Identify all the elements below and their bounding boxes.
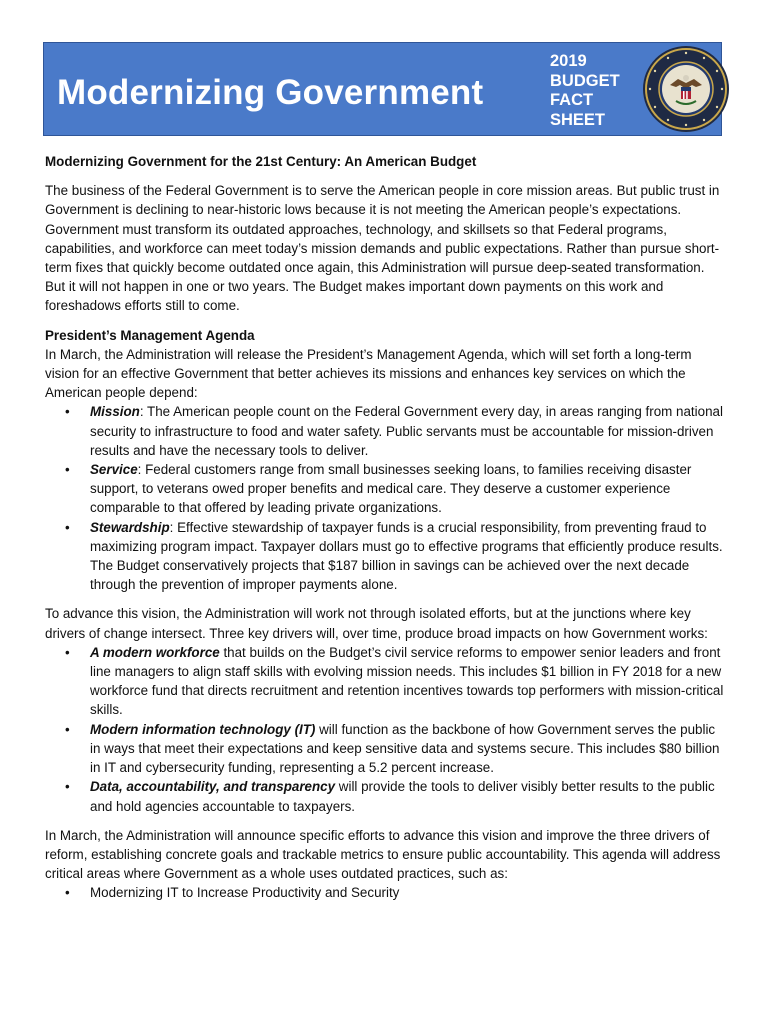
closing-list [45, 883, 725, 902]
header-banner [43, 42, 722, 136]
fact-line: BUDGET [550, 71, 620, 90]
item-label: Modern information technology (IT) [90, 721, 316, 737]
fact-line: 2019 [550, 52, 587, 70]
fact-line: SHEET [550, 110, 606, 129]
closing-paragraph: In March, the Administration will announce specific efforts to advance this vision and improve the three drivers of reform, establishing concrete goals and trackable metrics to ensure public accountability. This agenda will address critical areas where Government as a whole uses outdated practices, such as: [45, 827, 721, 882]
list-item: • Mission: The American people count on the Federal Government every day, in areas ranging from national security to infrastructure to food and water safety. Public servants must be accountable for mission-driven results and have the necessary tools to deliver. [65, 404, 723, 458]
item-label: Stewardship [90, 519, 170, 535]
document-body [45, 152, 725, 903]
item-text: : Effective stewardship of taxpayer funds is a crucial responsibility, from preventing fraud to maximizing program impact. Taxpayer dollars must go to effective programs that efficiently produce results. The Budget conservatively projects that $187 billion in savings can be achieved over the next decade through the prevention of improper payments alone. [90, 519, 723, 593]
drivers-list [45, 643, 725, 816]
pma-heading: President’s Management Agenda [45, 327, 255, 343]
item-text: Modernizing IT to Increase Productivity and Security [90, 885, 400, 901]
item-label: Mission [90, 404, 140, 420]
document-heading: Modernizing Government for the 21st Century: An American Budget [45, 154, 477, 169]
drivers-intro-paragraph: To advance this vision, the Administration will work not through isolated efforts, but at the junctions where key drivers of change intersect. Three key drivers will, over time, produce broad impacts on how Government works: [45, 606, 708, 641]
list-item: • Service: Federal customers range from small businesses seeking loans, to families receiving disaster support, to veterans owed proper benefits and medical care. They deserve a customer experience comparable to that offered by leading private organizations. [65, 462, 692, 516]
list-item: • Data, accountability, and transparency will provide the tools to deliver visibly better results to the public and hold agencies accountable to taxpayers. [65, 779, 715, 814]
presidential-seal-icon [642, 45, 730, 133]
item-label: A modern workforce [90, 644, 220, 660]
budget-fact-sheet-label [550, 52, 620, 130]
item-text: will function as the backbone of how Government serves the public in ways that meet their expectations and keep sensitive data and systems secure. This includes $80 billion in IT and cybersecurity funding, representing a 5.2 percent increase. [90, 721, 720, 776]
fact-line: FACT [550, 91, 594, 109]
list-item: • Stewardship: Effective stewardship of taxpayer funds is a crucial responsibility, from preventing fraud to maximizing program impact. Taxpayer dollars must go to effective programs that efficiently produce results. The Budget conservatively projects that $187 billion in savings can be achieved over the next decade through the prevention of improper payments alone. [65, 519, 723, 593]
list-item: • A modern workforce that builds on the Budget’s civil service reforms to empower senior leaders and front line managers to align staff skills with evolving mission needs. This includes $1 billion in FY 2018 for a new workforce fund that directs recruitment and retention incentives towards top performers with mission-critical skills. [65, 644, 724, 718]
item-text: that builds on the Budget’s civil service reforms to empower senior leaders and front line managers to align staff skills with evolving mission needs. This includes $1 billion in FY 2018 for a new workforce fund that directs recruitment and retention incentives towards top performers with mission-critical skills. [90, 644, 724, 718]
intro-paragraph: The business of the Federal Government is to serve the American people in core mission areas. But public trust in Government is declining to near-historic lows because it is not meeting the American people’s expectations. Government must transform its outdated approaches, technology, and skillsets so that Federal programs, capabilities, and workforce can meet today’s mission demands and public expectations. Rather than pursue short-term fixes that quickly become outdated once again, this Administration will pursue deep-seated transformation. But it will not happen in one or two years. The Budget makes important down payments on this work and foreshadows efforts still to come. [45, 183, 720, 314]
item-label: Service [90, 462, 138, 478]
banner-title: Modernizing Government [57, 73, 484, 112]
item-text: : Federal customers range from small businesses seeking loans, to families receiving disaster support, to veterans owed proper benefits and medical care. They deserve a customer experience comparable to that offered by leading private organizations. [90, 462, 692, 516]
pma-intro-paragraph: In March, the Administration will release the President’s Management Agenda, which will set forth a long-term vision for an effective Government that better achieves its missions and enhances key services on which the American people depend: [45, 346, 692, 401]
pma-list [45, 402, 725, 594]
list-item: • Modern information technology (IT) will function as the backbone of how Government serves the public in ways that meet their expectations and keep sensitive data and systems secure. This includes $80 billion in IT and cybersecurity funding, representing a 5.2 percent increase. [65, 721, 720, 776]
item-label: Data, accountability, and transparency [90, 779, 336, 795]
list-item: • Modernizing IT to Increase Productivity and Security [65, 885, 400, 901]
item-text: : The American people count on the Federal Government every day, in areas ranging from national security to infrastructure to food and water safety. Public servants must be accountable for mission-driven results and have the necessary tools to deliver. [90, 404, 723, 458]
item-text: will provide the tools to deliver visibly better results to the public and hold agencies accountable to taxpayers. [90, 779, 715, 814]
